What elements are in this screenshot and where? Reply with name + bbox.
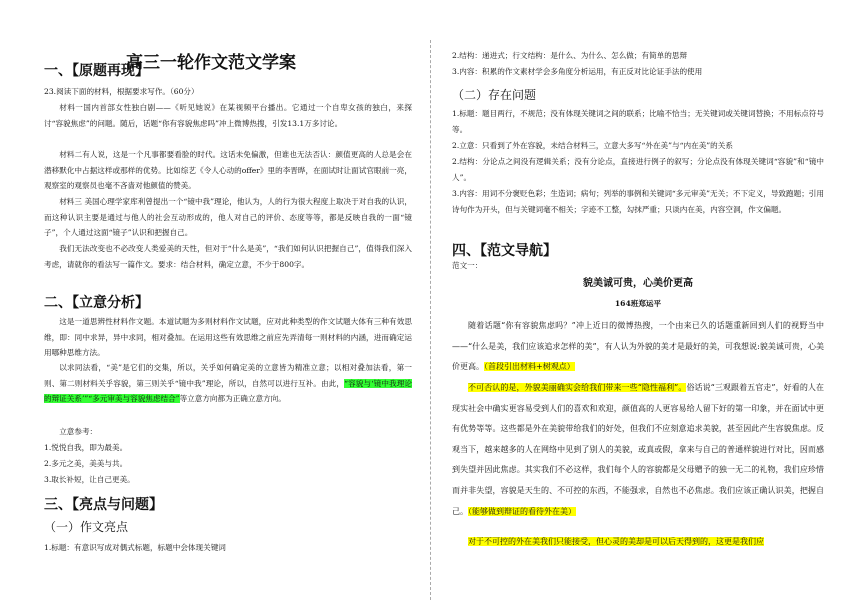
section-heading-original-prompt: 一、【原题再现】: [44, 63, 149, 79]
essay-annotation: （能够做到辩证的看待外在美）: [468, 506, 576, 516]
reference-item: 3.取长补短，让自己更美。: [44, 475, 135, 484]
highlight-item: 2.结构：递进式；行文结构：是什么、为什么、怎么做；有简单的思辩: [452, 51, 688, 60]
left-column: [44, 0, 412, 607]
highlight-item: 3.内容：积累的作文素材学会多角度分析运用，有正反对比论证手法的使用: [452, 67, 703, 76]
writing-requirement: 我们无法改变也不必改变人类爱美的天性，但对于“什么是美”，“我们如何认识把握自己”，值得我们深入考虑，请就你的看法写一篇作文。要求：结合材料，确定立意，不少于800字。: [44, 244, 412, 269]
analysis-text-a: 以求同法看，“美”是它们的交集，所以，关乎如何确定美的立意皆为精准立意；以相对叠加法看，第一则、第二则材料关乎容貌，第三则关乎“镜中我”理论，所以，自然可以进行互补。由此，: [44, 363, 412, 388]
essay-text: 随着话题“你有容貌焦虑吗？”冲上近日的微博热搜，一个由来已久的话题重新回到人们的视野当中——“什么是美，我们应该追求怎样的美”，有人认为外貌的美才是最好的美，可我想说:貌美诚可贵，心美价更高。: [452, 321, 824, 372]
essay-title: 貌美诚可贵，心美价更高: [583, 278, 693, 289]
subsection-problems: （二）存在问题: [452, 88, 537, 102]
essay-paragraph-3: [452, 532, 824, 553]
material-one: 材料一国内首部女性独白剧——《听见她说》在某视频平台播出。它通过一个自卑女孩的独白，来探讨“容貌焦虑”的问题。随后，话题“你有容貌焦虑吗”冲上微博热搜，引发13.1万多讨论。: [44, 103, 412, 128]
problem-structure: 2.结构：分论点之间没有逻辑关系；没有分论点，直接进行例子的叙写；分论点没有体现关键词“容貌”和“镜中人”。: [452, 157, 824, 182]
problem-idea: 2.立意：只看到了外在容貌，未结合材料三，立意大多写“外在美”与“内在美”的关系: [452, 141, 733, 150]
prompt-line: 23.阅读下面的材料，根据要求写作。（60分）: [44, 87, 199, 96]
sample-label: 范文一：: [452, 261, 483, 270]
essay-text: 俗话说“三观跟着五官走”，好看的人在现实社会中确实更容易受到人们的喜欢和欢迎，颜值高的人更容易给人留下好的第一印象，并在面试中更有优势等等。这些都是外在美貌带给我们的好处，但我们不应刻意追求美貌，甚至因此产生容貌焦虑。反观当下，越来越多的人在网络中见到了别人的美貌，或真或假，拿来与自己的普通样貌进行对比，因而感到失望并因此焦虑。其实我们不必这样，我们每个人的容貌都是父母赠予的独一无二的礼物，我们应珍惜而并非失望，容貌是天生的、不可控的东西，不能强求，自然也不必焦虑。我们应该正确认识美，把握自己。: [452, 383, 824, 516]
reference-item: 1.悦悦自我，即为最美。: [44, 443, 128, 452]
section-heading-highlights: 三、【亮点与问题】: [44, 497, 163, 513]
problem-content: 3.内容：用词不分褒贬色彩；生造词；病句；列举的事例和关键词“多元审美”无关；不下定义，导致跑题；引用诗句作为开头，但与关键词毫不相关；字迹不工整，勾抹严重；只谈内在美，内容空洞，作文偏题。: [452, 189, 824, 214]
essay-highlight: 不可否认的是，外貌美丽确实会给我们带来一些“隐性福利”。: [468, 383, 687, 392]
right-column: [452, 0, 824, 607]
analysis-paragraph-1: 这是一道思辨性材料作文题。本道试题为多则材料作文试题，应对此种类型的作文试题大体有三种有效思维，即：同中求异，异中求同，相对叠加。在运用这些有效思维之前应先弄清每一则材料的内涵，进而确定运用哪种思维方法。: [44, 317, 412, 358]
essay-author: 164班郑运平: [614, 299, 662, 308]
material-three: 材料三 美国心理学家库利曾提出一个“镜中我”理论，他认为，人的行为很大程度上取决于对自我的认识，而这种认识主要是通过与他人的社会互动形成的，他人对自己的评价、态度等等，都是反映自我的一面“镜子”，个人通过这面“镜子”认识和把握自己。: [44, 197, 412, 238]
reference-item: 2.多元之美，美美与共。: [44, 459, 128, 468]
highlight-item: 1.标题：有意识写成对偶式标题，标题中会体现关键词: [44, 543, 226, 552]
analysis-paragraph-2: [44, 360, 412, 407]
essay-annotation: （首段引出材料+树观点）: [484, 362, 575, 372]
document-title: 高三一轮作文范文学案: [126, 53, 296, 73]
reference-label: 立意参考：: [59, 427, 98, 436]
essay-paragraph-2: [452, 378, 824, 522]
highlighted-direction: “容貌与‘镜中我理论的辩证关系’”“多元审美与容貌焦虑结合”: [44, 378, 412, 404]
essay-paragraph-1: [452, 316, 824, 378]
subsection-highlights: （一）作文亮点: [44, 520, 129, 534]
essay-highlight: 对于不可控的外在美我们只能接受，但心灵的美却是可以后天得到的，这更是我们应: [468, 537, 764, 546]
material-two: 材料二有人说，这是一个凡事都要看脸的时代。这话未免偏激，但谁也无法否认：颜值更高的人总是会在潜移默化中占据这样或那样的优势。比如综艺《令人心动的offer》里的李晋晔，在面试时让面试官眼前一亮，观察室的观察员也毫不吝啬对他颜值的赞美。: [44, 150, 412, 191]
section-heading-analysis: 二、【立意分析】: [44, 295, 149, 311]
column-divider: [430, 40, 431, 600]
analysis-text-b: 等立意方向都为正确立意方向。: [179, 394, 286, 404]
section-heading-sample: 四、【范文导航】: [452, 243, 557, 259]
problem-title: 1.标题：题目两行，不规范；没有体现关键词之间的联系；比喻不恰当；无关键词或关键词替换；不用标点符号等。: [452, 109, 824, 134]
